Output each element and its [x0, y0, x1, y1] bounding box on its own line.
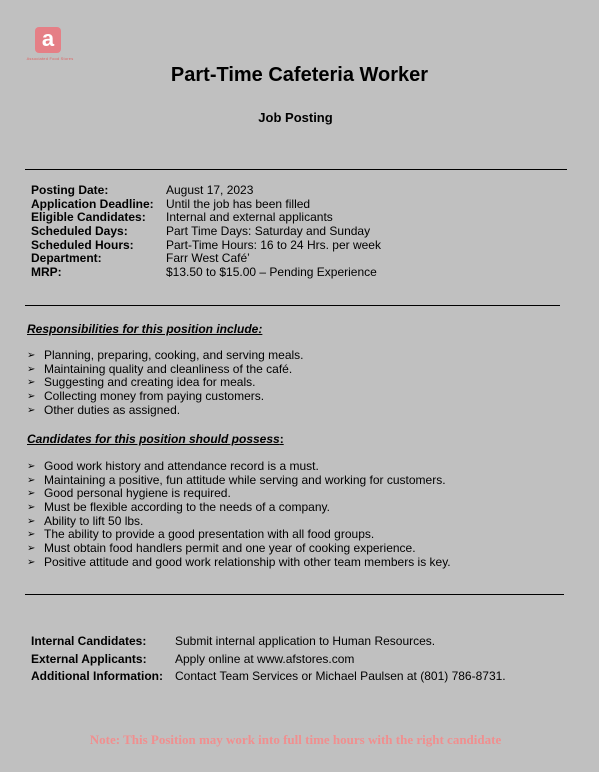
- list-item-text: Suggesting and creating idea for meals.: [44, 375, 256, 390]
- list-item-text: Collecting money from paying customers.: [44, 389, 265, 404]
- contact-row: [31, 668, 506, 686]
- company-logo: [26, 26, 74, 64]
- arrow-bullet-icon: ➢: [27, 350, 36, 361]
- list-item-text: Planning, preparing, cooking, and serving meals.: [44, 348, 304, 362]
- arrow-bullet-icon: ➢: [27, 404, 36, 416]
- list-item-text: Good work history and attendance record is a must.: [44, 459, 319, 473]
- detail-value: Farr West Café’: [166, 251, 250, 266]
- detail-label: Application Deadline:: [31, 196, 154, 211]
- logo-badge: [35, 27, 61, 53]
- list-item-text: Must obtain food handlers permit and one year of cooking experience.: [44, 541, 416, 556]
- detail-value: Internal and external applicants: [166, 210, 333, 225]
- arrow-bullet-icon: ➢: [27, 474, 36, 486]
- contact-info: [31, 633, 506, 686]
- list-item: [27, 390, 304, 404]
- arrow-bullet-icon: ➢: [27, 556, 36, 568]
- arrow-bullet-icon: ➢: [27, 377, 36, 389]
- detail-label: Posting Date:: [31, 183, 109, 197]
- arrow-bullet-icon: ➢: [27, 543, 36, 555]
- list-item: [27, 474, 451, 488]
- detail-row: [31, 225, 381, 239]
- contact-row: [31, 633, 506, 651]
- list-item-text: The ability to provide a good presentation with all food groups.: [44, 527, 375, 542]
- divider-top: [25, 169, 567, 170]
- arrow-bullet-icon: ➢: [27, 488, 36, 500]
- list-item: [27, 501, 451, 515]
- page-subtitle: Job Posting: [258, 110, 333, 125]
- list-item: [27, 349, 304, 363]
- contact-label: External Applicants:: [31, 651, 147, 666]
- contact-value: Contact Team Services or Michael Paulsen at (801) 786-8731.: [175, 669, 506, 683]
- list-item-text: Positive attitude and good work relationship with other team members is key.: [44, 554, 451, 569]
- list-item: [27, 460, 451, 474]
- list-item: [27, 515, 451, 529]
- contact-value: Apply online at www.afstores.com: [175, 651, 355, 666]
- detail-label: Eligible Candidates:: [31, 210, 146, 225]
- list-item-text: Ability to lift 50 lbs.: [44, 513, 144, 528]
- qualifications-heading-colon: :: [279, 432, 284, 446]
- detail-value: Until the job has been filled: [166, 196, 311, 211]
- arrow-bullet-icon: ➢: [27, 502, 36, 514]
- list-item: [27, 528, 451, 542]
- divider-middle: [25, 305, 560, 306]
- detail-value: August 17, 2023: [166, 183, 254, 197]
- logo-tagline: Associated Food Stores: [26, 56, 74, 61]
- contact-row: [31, 651, 506, 669]
- detail-row: [31, 266, 381, 280]
- list-item: [27, 542, 451, 556]
- detail-row: [31, 239, 381, 253]
- detail-label: Scheduled Days:: [31, 224, 128, 239]
- qualifications-heading-text: Candidates for this position should possess: [27, 432, 280, 446]
- detail-label: Department:: [31, 251, 102, 266]
- logo-letter: a: [41, 26, 55, 51]
- qualifications-heading: [27, 432, 284, 446]
- detail-row: [31, 252, 381, 266]
- list-item: [27, 363, 304, 377]
- divider-bottom: [25, 594, 564, 595]
- list-item: [27, 556, 451, 570]
- list-item: [27, 487, 451, 501]
- responsibilities-heading-text: Responsibilities for this position include:: [27, 322, 263, 336]
- detail-value: $13.50 to $15.00 – Pending Experience: [166, 265, 377, 280]
- posting-details: [31, 184, 381, 280]
- detail-row: [31, 184, 381, 198]
- detail-label: Scheduled Hours:: [31, 237, 134, 252]
- detail-label: MRP:: [31, 265, 62, 280]
- arrow-bullet-icon: ➢: [27, 461, 36, 472]
- responsibilities-heading: [27, 322, 262, 336]
- list-item: [27, 376, 304, 390]
- list-item: [27, 404, 304, 418]
- contact-label: Internal Candidates:: [31, 634, 147, 648]
- detail-row: [31, 198, 381, 212]
- list-item-text: Maintaining quality and cleanliness of the café.: [44, 361, 293, 376]
- list-item-text: Good personal hygiene is required.: [44, 486, 231, 501]
- qualifications-list: [27, 460, 451, 570]
- page-title: Part-Time Cafeteria Worker: [170, 64, 429, 86]
- contact-value: Submit internal application to Human Resources.: [175, 634, 436, 648]
- detail-value: Part-Time Hours: 16 to 24 Hrs. per week: [166, 237, 381, 252]
- arrow-bullet-icon: ➢: [27, 515, 36, 527]
- detail-row: [31, 211, 381, 225]
- list-item-text: Maintaining a positive, fun attitude while serving and working for customers.: [44, 472, 446, 487]
- list-item-text: Other duties as assigned.: [44, 402, 181, 417]
- contact-label: Additional Information:: [31, 669, 163, 683]
- list-item-text: Must be flexible according to the needs of a company.: [44, 500, 330, 515]
- arrow-bullet-icon: ➢: [27, 363, 36, 375]
- arrow-bullet-icon: ➢: [27, 391, 36, 403]
- position-note: Note: This Position may work into full time hours with the right candidate: [89, 732, 502, 747]
- arrow-bullet-icon: ➢: [27, 529, 36, 541]
- detail-value: Part Time Days: Saturday and Sunday: [166, 224, 371, 239]
- responsibilities-list: [27, 349, 304, 417]
